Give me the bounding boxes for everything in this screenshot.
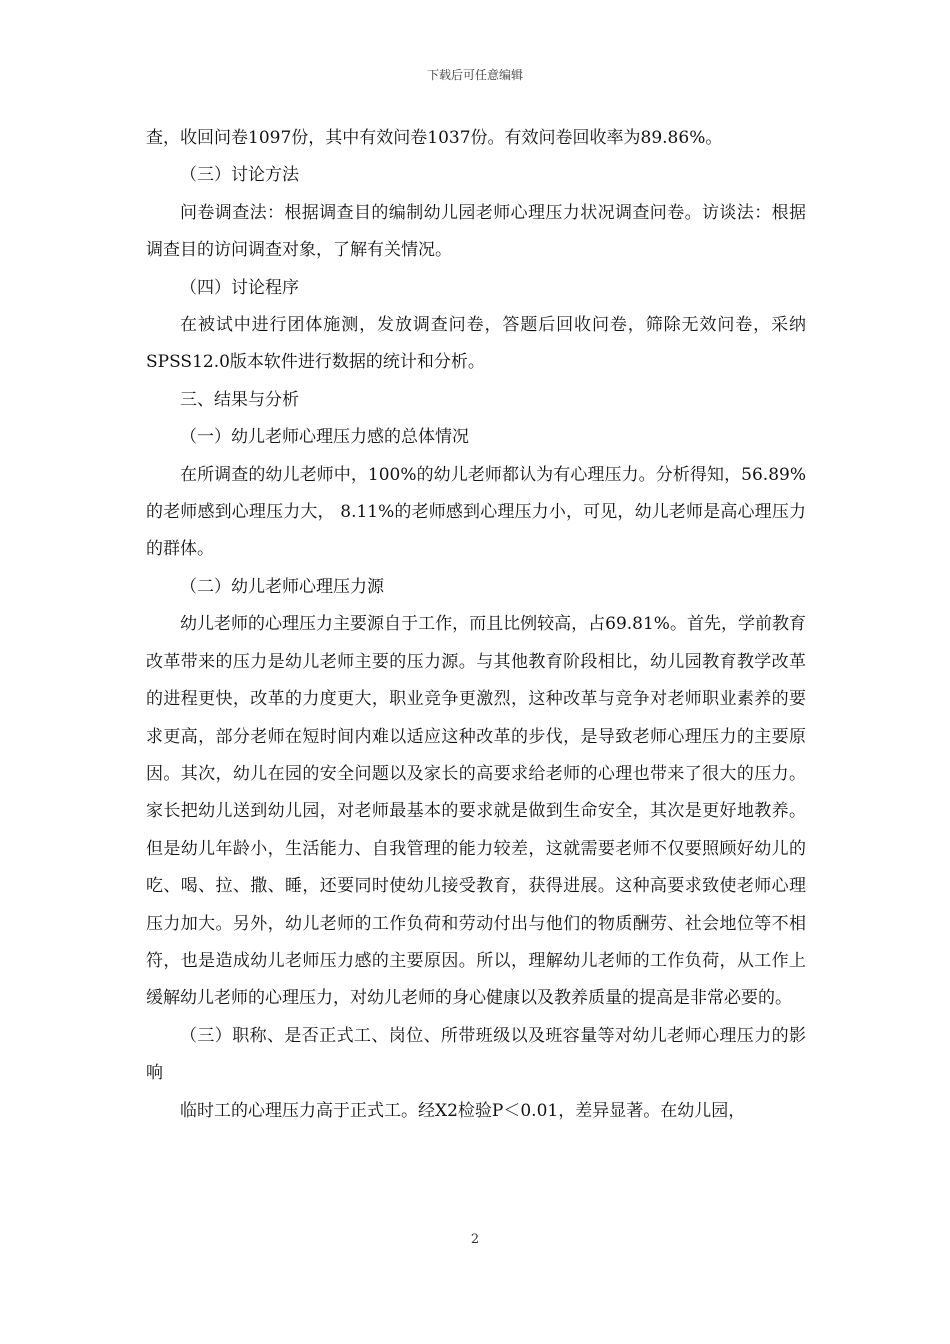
page-number: 2 [470, 1232, 480, 1247]
paragraph-procedure: 在被试中进行团体施测，发放调查问卷，答题后回收问卷，筛除无效问卷，采纳SPSS12.0版本软件进行数据的统计和分析。 [146, 315, 806, 373]
page-header: 下载后可任意编辑 [426, 68, 523, 82]
subsection-heading-factors: （三）职称、是否正式工、岗位、所带班级以及班容量等对幼儿老师心理压力的影响 [146, 1025, 806, 1084]
paragraph-factors: 临时工的心理压力高于正式工。经X2检验P＜0.01，差异显著。在幼儿园， [180, 1100, 746, 1121]
subsection-heading-overall: （一）幼儿老师心理压力感的总体情况 [180, 427, 469, 448]
paragraph-sources: 幼儿老师的心理压力主要源自于工作，而且比例较高，占69.81%。首先，学前教育改革带来的压力是幼儿老师主要的压力源。与其他教育阶段相比，幼儿园教育教学改革的进程更快，改革的力度更大，职业竞争更激烈，这种改革与竞争对老师职业素养的要求更高，部分老师在短时间内难以适应这种改革的步伐，是导致老师心理压力的主要原因。其次，幼儿在园的安全问题以及家长的高要求给老师的心理也带来了很大的压力。家长把幼儿送到幼儿园，对老师最基本的要求就是做到生命安全，其次是更好地教养。但是幼儿年龄小，生活能力、自我管理的能力较差，这就需要老师不仅要照顾好幼儿的吃、喝、拉、撒、睡，还要同时使幼儿接受教育，获得进展。这种高要求致使老师心理压力加大。另外，幼儿老师的工作负荷和劳动付出与他们的物质酬劳、社会地位等不相符，也是造成幼儿老师压力感的主要原因。所以，理解幼儿老师的工作负荷，从工作上缓解幼儿老师的心理压力，对幼儿老师的身心健康以及教养质量的提高是非常必要的。 [146, 614, 806, 1009]
subsection-heading-sources: （二）幼儿老师心理压力源 [180, 576, 384, 597]
section-heading-methods: （三）讨论方法 [180, 165, 299, 186]
paragraph-continuation: 查，收回问卷1097份，其中有效问卷1037份。有效问卷回收率为89.86%。 [146, 128, 723, 148]
paragraph-overall: 在所调查的幼儿老师中，100%的幼儿老师都认为有心理压力。分析得知，56.89%的老师感到心理压力大， 8.11%的老师感到心理压力小，可见，幼儿老师是高心理压力的群体。 [146, 464, 806, 560]
section-heading-procedure: （四）讨论程序 [180, 277, 299, 298]
paragraph-methods: 问卷调查法：根据调查目的编制幼儿园老师心理压力状况调查问卷。访谈法：根据调查目的访问调查对象，了解有关情况。 [146, 202, 806, 261]
section-heading-results: 三、结果与分析 [180, 389, 299, 410]
document-body [146, 120, 806, 1130]
